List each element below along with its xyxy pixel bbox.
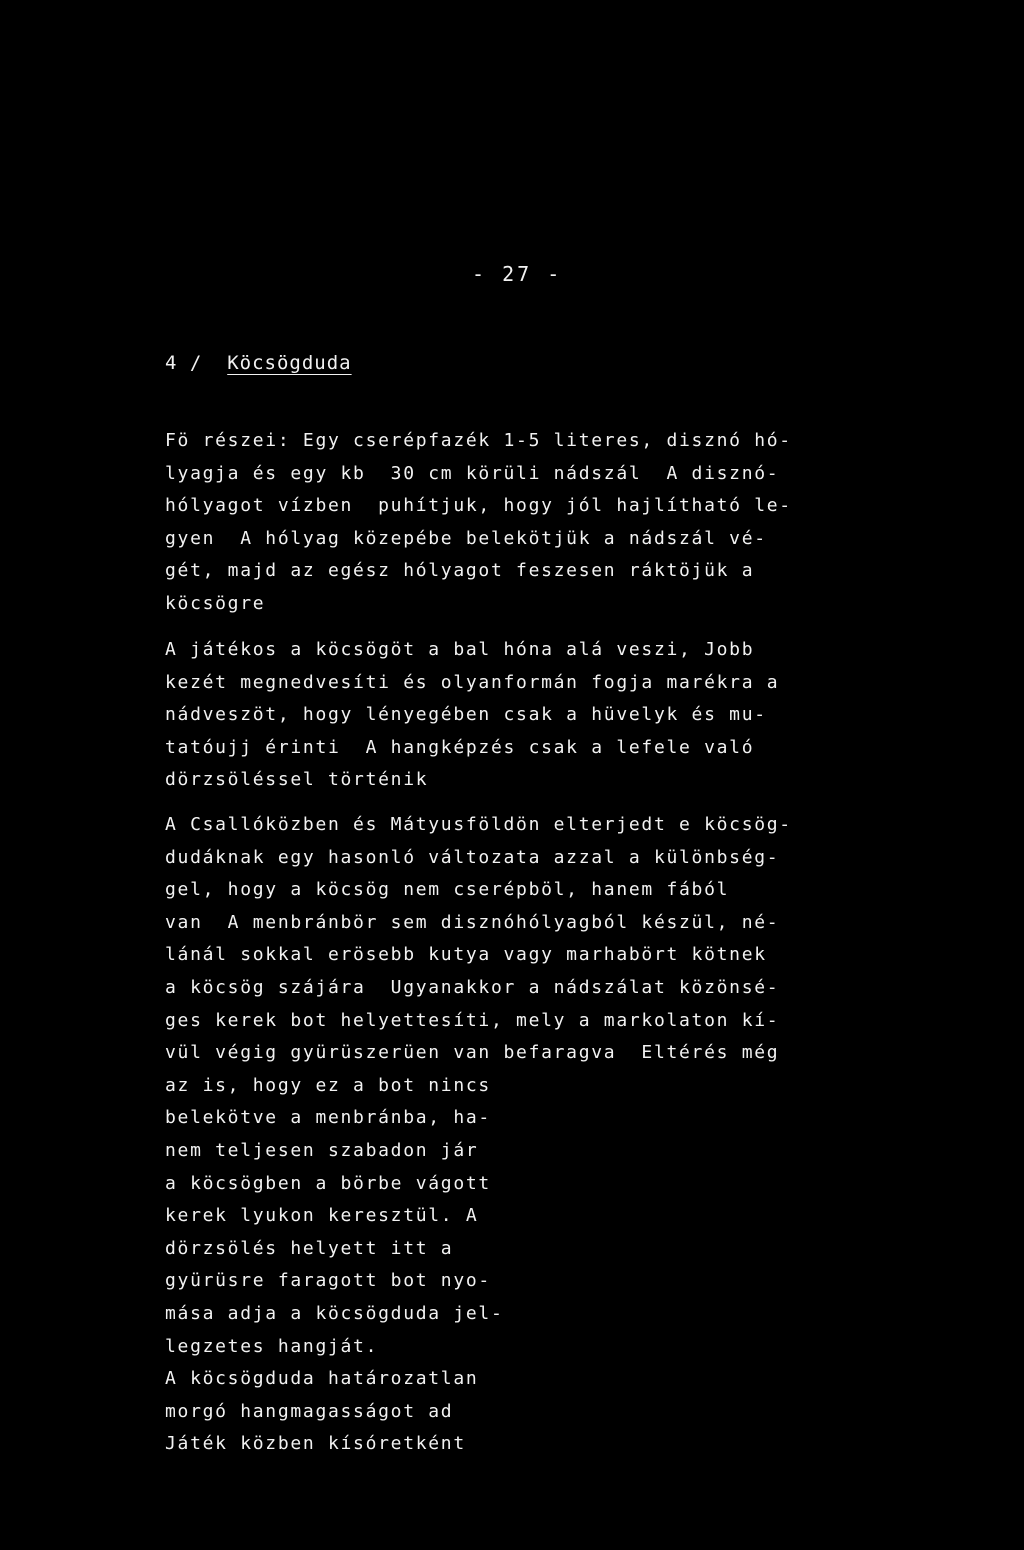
text-line: mása adja a köcsögduda jel- (165, 1302, 504, 1324)
text-line: gét, majd az egész hólyagot feszesen ráktöjük a (165, 560, 755, 582)
text-line: vül végig gyürüszerüen van befaragva Eltérés még (165, 1042, 780, 1064)
text-line: Fö részei: Egy cserépfazék 1-5 literes, disznó hó- (165, 430, 792, 451)
text-line: van A menbránbör sem disznóhólyagból készül, né- (165, 911, 780, 933)
section-heading-title: Köcsögduda (227, 352, 352, 374)
section-heading-number: 4 / (165, 352, 203, 374)
page-number: - 27 - (472, 262, 563, 286)
text-line: a köcsögben a börbe vágott (165, 1172, 491, 1194)
text-line: Játék közben kísóretként (165, 1433, 466, 1455)
paragraph-variant (165, 809, 792, 1461)
text-line: nádveszöt, hogy lényegében csak a hüvelyk és mu- (165, 704, 767, 726)
text-line: A játékos a köcsögöt a bal hóna alá veszi, Jobb (165, 639, 755, 660)
text-line: lánál sokkal erösebb kutya vagy marhabört kötnek (165, 944, 767, 966)
text-line: hólyagot vízben puhítjuk, hogy jól hajlítható le- (165, 495, 792, 517)
text-line: belekötve a menbránba, ha- (165, 1107, 491, 1129)
text-line: dudáknak egy hasonló változata azzal a különbség- (165, 846, 780, 868)
text-line: dörzsölés helyett itt a (165, 1237, 454, 1259)
text-line: tatóujj érinti A hangképzés csak a lefele való (165, 736, 755, 758)
text-line: gyürüsre faragott bot nyo- (165, 1270, 491, 1292)
text-line: dörzsöléssel történik (165, 769, 429, 791)
text-line: morgó hangmagasságot ad (165, 1400, 454, 1422)
text-line: A köcsögduda határozatlan (165, 1368, 479, 1390)
section-heading (165, 352, 352, 374)
text-line: nem teljesen szabadon jár (165, 1139, 479, 1161)
text-line: ges kerek bot helyettesíti, mely a markolaton kí- (165, 1009, 780, 1031)
text-line: az is, hogy ez a bot nincs (165, 1074, 491, 1096)
paragraph-playing (165, 634, 779, 797)
text-line: gyen A hólyag közepébe belekötjük a nádszál vé- (165, 527, 767, 549)
text-line: legzetes hangját. (165, 1335, 379, 1357)
text-line: A Csallóközben és Mátyusföldön elterjedt e köcsög- (165, 814, 792, 835)
text-line: lyagja és egy kb 30 cm körüli nádszál A disznó- (165, 462, 780, 484)
text-line: kezét megnedvesíti és olyanformán fogja marékra a (165, 671, 780, 693)
paragraph-parts (165, 425, 792, 621)
text-line: kerek lyukon keresztül. A (165, 1205, 479, 1227)
text-line: gel, hogy a köcsög nem cserépböl, hanem fából (165, 879, 730, 901)
text-line: a köcsög szájára Ugyanakkor a nádszálat közönsé- (165, 976, 780, 998)
text-line: köcsögre (165, 592, 266, 614)
